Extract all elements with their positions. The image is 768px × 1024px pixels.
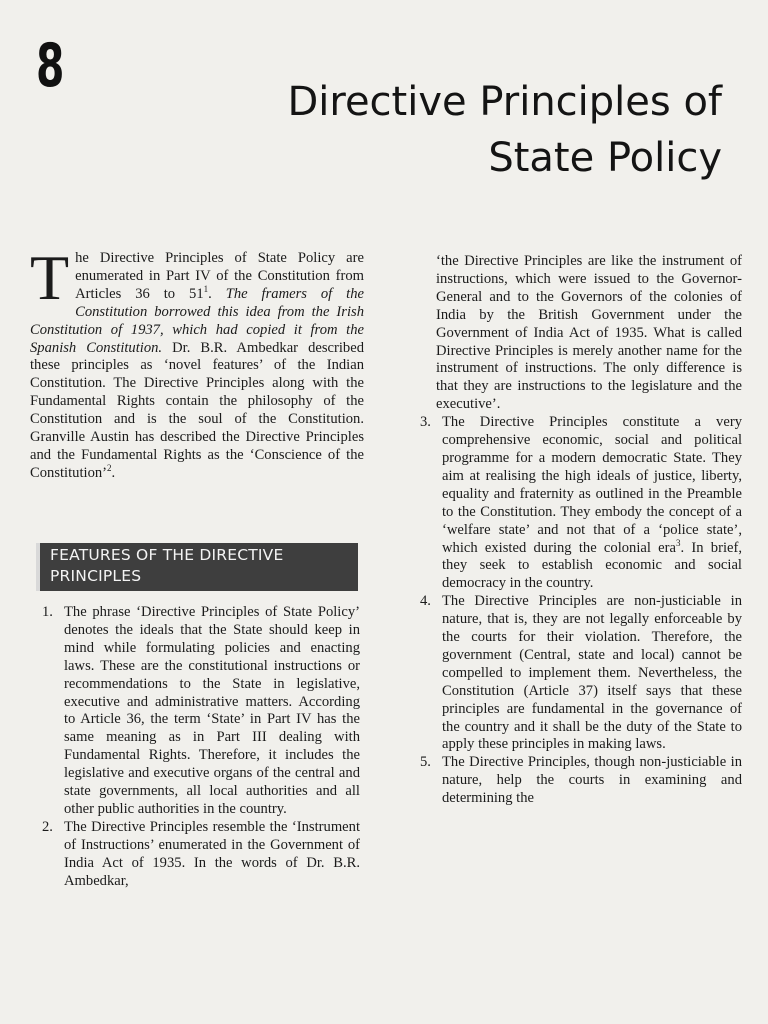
list-item-number: 3. (420, 414, 431, 431)
intro-text-2: Dr. B.R. Ambedkar described these principles as ‘novel features’ of the Indian Constitution. The Directive Principles along with the Fundamental Rights contain the philosophy of the Constitution and is the soul of the Constitution. Granville Austin has described the Directive Principles and the Fundamental Rights as the ‘Conscience of the Constitution’ (30, 339, 364, 481)
list-item-number: 5. (420, 754, 431, 771)
intro-text-1-end: . (208, 285, 212, 302)
list-item-number: 2. (42, 818, 53, 835)
list-item (408, 593, 742, 754)
list-item (30, 819, 360, 891)
list-item-text: The Directive Principles are non-justiciable in nature, that is, they are not legally enforceable by the courts for their violation. Therefore, the government (Central, state and local) cannot be compelled to implement them. Nevertheless, the Constitution (Article 37) itself says that these principles are fundamental in the governance of the country and it shall be the duty of the State to apply these principles in making laws. (442, 593, 742, 753)
list-item-text-end: . In brief, they seek to establish economic and social democracy in the country. (442, 539, 742, 592)
list-item (408, 414, 742, 593)
footnote-ref-1: 1 (203, 283, 209, 294)
list-item-number: 1. (42, 604, 53, 620)
footnote-ref-3: 3 (676, 537, 681, 548)
list-item (408, 754, 742, 808)
list-item-text: The phrase ‘Directive Principles of State Policy’ denotes the ideals that the State should keep in mind while formulating policies and enacting laws. These are the constitutional instructions or recommendations to the State in legislative, executive and administrative matters. According to Article 36, the term ‘State’ in Part IV has the same meaning as in Part III dealing with Fundamental Rights. Therefore, it includes the legislative and executive organs of the central and state governments, all local authorities and all other public authorities in the country. (64, 604, 360, 817)
chapter-number: 8 (36, 31, 65, 101)
section-heading: FEATURES OF THE DIRECTIVE PRINCIPLES (36, 543, 358, 591)
intro-paragraph (30, 242, 364, 483)
list-item-number: 4. (420, 593, 431, 610)
features-list-left (30, 604, 360, 891)
list-item-text: The Directive Principles constitute a very comprehensive economic, social and political programme for a modern democratic State. They aim at realising the high ideals of justice, liberty, equality and fraternity as outlined in the Preamble to the Constitution. They embody the concept of a ‘welfare state’ and not that of a ‘police state’, which existed during the colonial era (442, 414, 742, 556)
chapter-title-line-1: Directive Principles of (287, 79, 722, 125)
intro-text-1: he Directive Principles of State Policy are enumerated in Part IV of the Constitution from Articles 36 to 51 (75, 250, 364, 302)
list-item (30, 604, 360, 819)
intro-text-2-end: . (111, 464, 116, 481)
quote-continuation: ‘the Directive Principles are like the instrument of instructions, which were issued to the Governor-General and to the Governors of the colonies of India by the British Government under the Government of India Act of 1935. What is called Directive Principles is merely another name for the instrument of instructions. The only difference is that they are instructions to the legislature and the executive’. (436, 253, 742, 413)
footnote-ref-2: 2 (107, 463, 112, 474)
chapter-title-line-2: State Policy (488, 135, 722, 181)
list-item-text: The Directive Principles, though non-justiciable in nature, help the courts in examining and determining the (442, 754, 742, 807)
intro-italic-text: The framers of the Constitution borrowed this idea from the Irish Constitution of 1937, which had copied it from the Spanish Constitution. (30, 285, 364, 356)
list-item-text: The Directive Principles resemble the ‘Instrument of Instructions’ enumerated in the Government of India Act of 1935. In the words of Dr. B.R. Ambedkar, (64, 818, 360, 889)
drop-cap: T (30, 242, 70, 313)
intro-column (30, 242, 364, 483)
chapter-title (162, 74, 722, 186)
right-column (408, 253, 742, 808)
